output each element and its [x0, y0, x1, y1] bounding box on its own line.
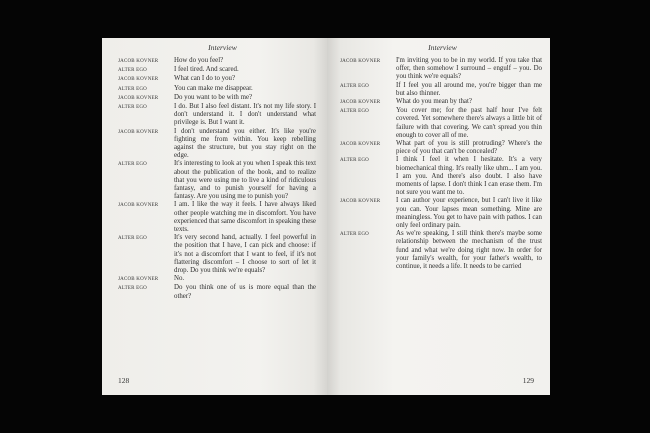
dialogue-entry: [340, 98, 542, 107]
page-number: 129: [522, 376, 534, 385]
speaker-name: ALTER EGO: [118, 105, 147, 111]
dialogue-entry: [340, 107, 542, 140]
dialogue-entry: [340, 57, 542, 82]
dialogue-text: You cover me; for the past half hour I've felt covered. Yet somewhere there's always a little bit of failure with that covering. We can't spread you thin enough to cover all of me.: [396, 107, 542, 139]
dialogue-text: What can I do to you?: [174, 75, 236, 83]
dialogue-text: I don't understand you either. It's like you're fighting me from within. You keep rebelling against the structure, but you stay right on the edge.: [174, 127, 316, 160]
speaker-name: ALTER EGO: [340, 109, 369, 115]
dialogue-entry: [118, 94, 316, 103]
dialogue-entry: [118, 57, 316, 66]
dialogue-text: I can author your experience, but I can't live it like you can. Your lapses mean something. Mine are meaningless. You get to have pain with pathos. I can only feel ordinary pain.: [396, 197, 542, 230]
dialogue-entry: [118, 234, 316, 275]
dialogue-entry: [118, 201, 316, 234]
dialogue-text: As we're speaking, I still think there's maybe some relationship between the mechanism of the trust fund and what we're doing right now. In order for your family's wealth, for your father's wealth, to continue, it needs a life. It needs to be carried: [396, 230, 542, 271]
speaker-name: ALTER EGO: [340, 83, 369, 89]
dialogue-entry: [118, 275, 316, 284]
speaker-name: JACOB KOVNER: [118, 277, 159, 283]
speaker-name: ALTER EGO: [118, 162, 147, 168]
interview-body: [118, 57, 316, 301]
dialogue-text: It's very second hand, actually. I feel powerful in the position that I have, I can pick and choose: if it's not a discomfort that I want to feel, if it's not flattering discomfort – I choose to sort of let it drop. Do you think we're equals?: [174, 234, 316, 275]
dialogue-text: No.: [174, 275, 185, 283]
speaker-name: ALTER EGO: [118, 286, 147, 292]
dialogue-text: Do you think one of us is more equal than the other?: [174, 284, 316, 300]
dialogue-text: What do you mean by that?: [396, 98, 472, 106]
left-page: [102, 38, 327, 395]
dialogue-entry: [118, 103, 316, 128]
right-page: [327, 38, 550, 395]
speaker-name: JACOB KOVNER: [340, 199, 381, 205]
dialogue-entry: [118, 284, 316, 300]
dialogue-text: If I feel you all around me, you're bigger than me but also thinner.: [396, 81, 542, 97]
dialogue-entry: [118, 66, 316, 75]
running-header: Interview: [208, 43, 237, 52]
dialogue-entry: [340, 82, 542, 98]
speaker-name: JACOB KOVNER: [118, 95, 159, 101]
dialogue-text: I feel tired. And scared.: [174, 66, 239, 74]
dialogue-text: What part of you is still protruding? Where's the piece of you that can't be concealed?: [396, 140, 542, 156]
dialogue-entry: [118, 85, 316, 94]
interview-body: [340, 57, 542, 271]
speaker-name: JACOB KOVNER: [340, 142, 381, 148]
dialogue-entry: [118, 128, 316, 161]
open-book: [102, 38, 550, 395]
speaker-name: ALTER EGO: [118, 68, 147, 74]
speaker-name: JACOB KOVNER: [118, 129, 159, 135]
dialogue-entry: [340, 230, 542, 271]
speaker-name: JACOB KOVNER: [118, 77, 159, 83]
dialogue-text: I think I feel it when I hesitate. It's a very biomechanical thing. It's really like uhm... I am you. I am you. And there's also doubt. I also have moments of lapse. I don't think I can erase them. I'm not sure you want me to.: [396, 156, 542, 197]
dialogue-text: I am. I like the way it feels. I have always liked other people watching me in discomfort. You have experienced that same discomfort in speaking these texts.: [174, 201, 316, 234]
speaker-name: ALTER EGO: [340, 232, 369, 238]
speaker-name: ALTER EGO: [340, 158, 369, 164]
dialogue-text: You can make me disappear.: [174, 84, 253, 92]
dialogue-text: It's interesting to look at you when I speak this text about the publication of the book, and to realize that you were using me to live a kind of ridiculous fantasy, and to punish yourself for having a fantasy. Are you using me to punish you?: [174, 160, 316, 201]
dialogue-entry: [118, 75, 316, 84]
running-header: Interview: [428, 43, 457, 52]
speaker-name: ALTER EGO: [118, 86, 147, 92]
dialogue-entry: [340, 156, 542, 197]
speaker-name: JACOB KOVNER: [340, 100, 381, 106]
dialogue-text: How do you feel?: [174, 57, 224, 64]
dialogue-entry: [340, 140, 542, 156]
speaker-name: JACOB KOVNER: [118, 59, 159, 64]
dialogue-text: Do you want to be with me?: [174, 93, 253, 101]
page-number: 128: [118, 376, 130, 385]
dialogue-entry: [340, 197, 542, 230]
dialogue-text: I'm inviting you to be in my world. If you take that offer, then somehow I surround – engulf – you. Do you think we're equals?: [396, 57, 542, 81]
dialogue-text: I do. But I also feel distant. It's not my life story. I don't understand it. I don't understand what privilege is. But I want it.: [174, 103, 316, 127]
speaker-name: ALTER EGO: [118, 236, 147, 242]
dialogue-entry: [118, 160, 316, 201]
speaker-name: JACOB KOVNER: [340, 59, 381, 64]
speaker-name: JACOB KOVNER: [118, 203, 159, 209]
